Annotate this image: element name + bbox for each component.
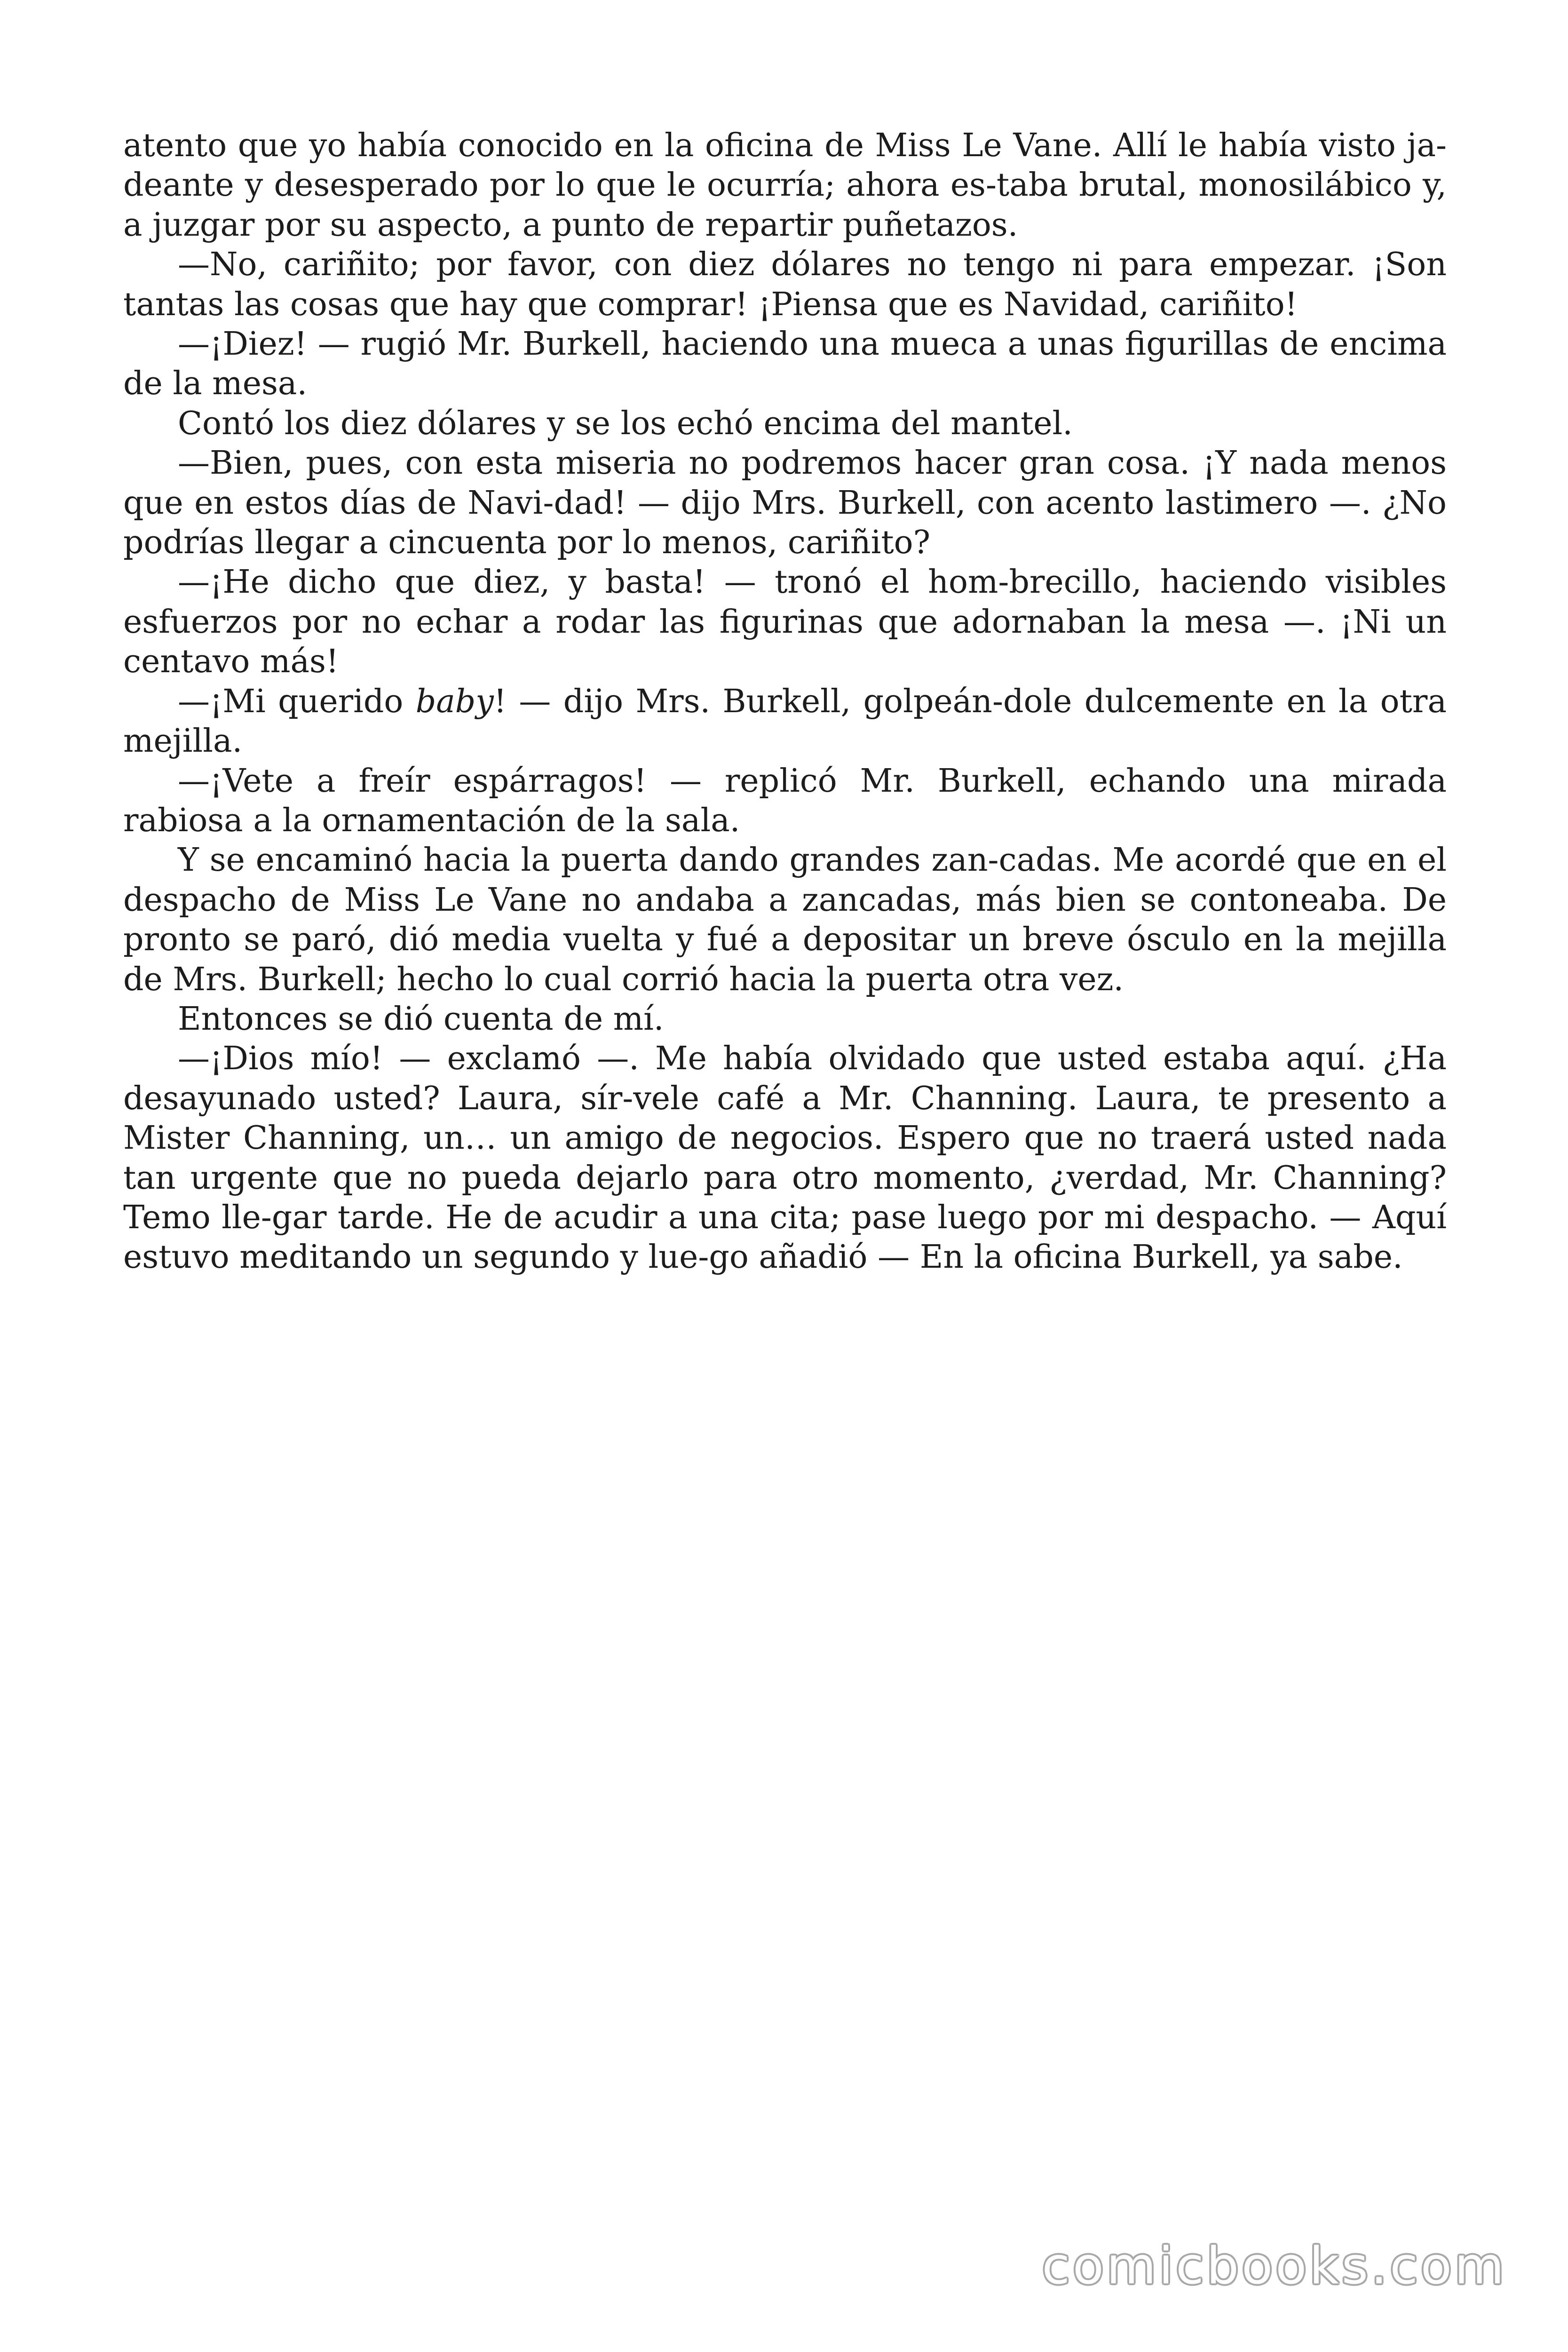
paragraph bbox=[123, 682, 1447, 762]
paragraph: —¡Dios mío! — exclamó —. Me había olvidado que usted estaba aquí. ¿Ha desayunado usted? Laura, sír-vele café a Mr. Channing. Laura, te presento a Mister Channing, un… un amigo de negocios. Espero que no traerá usted nada tan urgente que no pueda dejarlo para otro momento, ¿verdad, Mr. Channing? Temo lle-gar tarde. He de acudir a una cita; pase luego por mi despacho. — Aquí estuvo meditando un segundo y lue-go añadió — En la oficina Burkell, ya sabe. bbox=[123, 1040, 1447, 1276]
paragraph: —¡He dicho que diez, y basta! — tronó el hom-brecillo, haciendo visibles esfuerzos por no echar a rodar las figurinas que adornaban la mesa —. ¡Ni un centavo más! bbox=[123, 564, 1447, 681]
paragraph: —¡Vete a freír espárragos! — replicó Mr. Burkell, echando una mirada rabiosa a la ornamentación de la sala. bbox=[123, 762, 1447, 839]
watermark: comicbooks.com bbox=[1042, 2237, 1507, 2296]
italic-word: baby bbox=[415, 683, 494, 720]
paragraph: Y se encaminó hacia la puerta dando grandes zan-cadas. Me acordé que en el despacho de Miss Le Vane no andaba a zancadas, más bien se contoneaba. De pronto se paró, dió media vuelta y fué a depositar un breve ósculo en la mejilla de Mrs. Burkell; hecho lo cual corrió hacia la puerta otra vez. bbox=[123, 842, 1447, 998]
paragraph: —No, cariñito; por favor, con diez dólares no tengo ni para empezar. ¡Son tantas las cosas que hay que comprar! ¡Piensa que es Navidad, cariñito! bbox=[123, 246, 1447, 323]
paragraph: Contó los diez dólares y se los echó encima del mantel. bbox=[178, 405, 1073, 442]
paragraph: atento que yo había conocido en la oficina de Miss Le Vane. Allí le había visto ja-deante y desesperado por lo que le ocurría; ahora es-taba brutal, monosilábico y, a juzgar por su aspecto, a punto de repartir puñetazos. bbox=[123, 127, 1447, 244]
paragraph: —Bien, pues, con esta miseria no podremos hacer gran cosa. ¡Y nada menos que en estos días de Navi-dad! — dijo Mrs. Burkell, con acento lastimero —. ¿No podrías llegar a cincuenta por lo menos, cariñito? bbox=[123, 445, 1447, 562]
paragraph-text: —¡Mi querido bbox=[178, 683, 416, 720]
paragraph: —¡Diez! — rugió Mr. Burkell, haciendo una mueca a unas figurillas de encima de la mesa. bbox=[123, 326, 1447, 403]
paragraph: Entonces se dió cuenta de mí. bbox=[178, 1000, 664, 1038]
paragraph-text: ! — dijo Mrs. Burkell, golpeán-dole dulcemente en la otra mejilla. bbox=[123, 683, 1447, 760]
body-text bbox=[123, 126, 1447, 1278]
